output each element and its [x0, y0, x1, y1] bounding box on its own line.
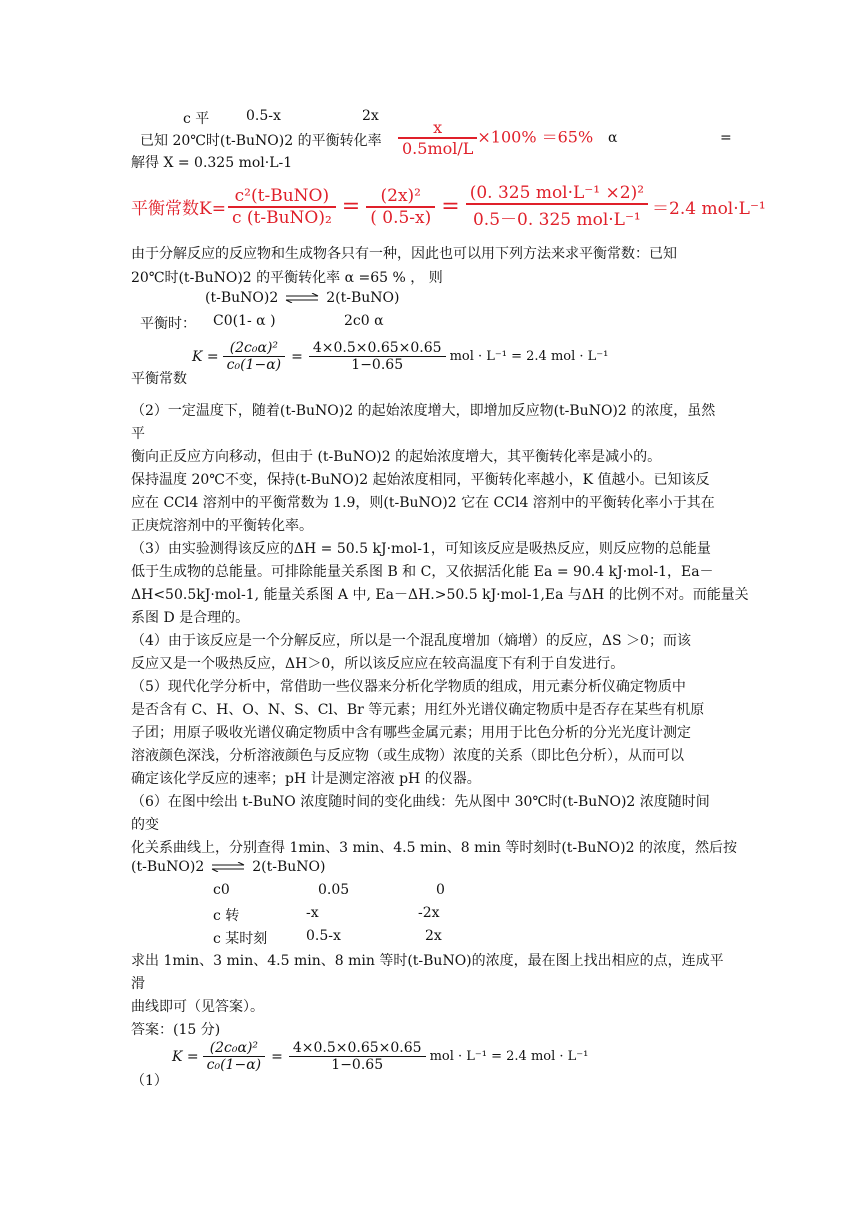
conversion-formula	[398, 118, 593, 158]
p3-line-3: ΔH<50.5kJ·mol-1, 能量关系图 A 中, Ea－ΔH.>50.5 kJ·mol-1,Ea 与ΔH 的比例不对。而能量关	[131, 587, 749, 603]
k-red-eq2: =	[441, 194, 460, 219]
k-formula	[192, 340, 608, 373]
k-red-f2-den: ( 0.5-x)	[366, 206, 435, 228]
p6-line-4: 求出 1min、3 min、4.5 min、8 min 等时(t-BuNO)的浓度，最在图上找出相应的点，连成平	[131, 953, 724, 969]
alt-line-2: 20℃时(t-BuNO)2 的平衡转化率 α =65 % ， 则	[131, 270, 443, 286]
answer-title: 答案：(15 分)	[131, 1022, 221, 1038]
p6-product: 2(t-BuNO)	[252, 859, 326, 875]
p5-line-1: （5）现代化学分析中，常借助一些仪器来分析化学物质的组成，用元素分析仪确定物质中	[131, 679, 686, 695]
p6-row-label: c 某时刻	[213, 931, 268, 947]
p2-line-6: 正庚烷溶剂中的平衡转化率。	[131, 518, 313, 534]
p4-line-1: （4）由于该反应是一个分解反应，所以是一个混乱度增加（熵增）的反应，ΔS ＞0；而该	[131, 633, 691, 649]
k-red-lead: 平衡常数K=	[131, 199, 226, 219]
p2-line-3: 衡向正反应方向移动，但由于 (t-BuNO)2 的起始浓度增大，其平衡转化率是减小的。	[131, 449, 662, 465]
answer-num: (2c₀α)²	[209, 1040, 259, 1056]
k-red-eq1: =	[341, 194, 361, 219]
k-red-f2-num: (2x)²	[380, 185, 421, 206]
equilibrium-row-label: c 平	[183, 111, 210, 127]
k-formula-lhs: K =	[192, 348, 219, 365]
p6-line-3: 化关系曲线上，分别查得 1min、3 min、4.5 min、8 min 等时刻时(t-BuNO)2 的浓度，然后按	[131, 840, 737, 856]
answer-label: （1）	[131, 1073, 168, 1089]
k-red-f1-den: c (t-BuNO)₂	[228, 206, 336, 228]
alt-eq-reactant: C0(1- α )	[213, 313, 276, 329]
conversion-numerator: x	[433, 118, 443, 137]
alt-line-1: 由于分解反应的反应物和生成物各只有一种，因此也可以用下列方法来求平衡常数：已知	[131, 246, 677, 262]
p2-line-4: 保持温度 20℃不变，保持(t-BuNO)2 起始浓度相同，平衡转化率越小，K 值越小。已知该反	[131, 472, 710, 488]
k-red-f1-num: c²(t-BuNO)	[234, 185, 330, 206]
conversion-text: 已知 20℃时(t-BuNO)2 的平衡转化率	[140, 133, 382, 149]
p6-reaction	[131, 859, 325, 875]
answer-lhs: K =	[172, 1048, 199, 1065]
k-red-equation	[131, 183, 766, 230]
equilibrium-row-product: 2x	[362, 108, 379, 124]
equilibrium-arrow-icon	[284, 293, 320, 303]
p5-line-3: 子团；用原子吸收光谱仪确定物质中含有哪些金属元素；用用于比色分析的分光光度计测定	[131, 725, 691, 741]
equilibrium-arrow-icon	[210, 862, 246, 872]
p6-row-product: -2x	[418, 905, 440, 921]
p3-line-4: 系图 D 是合理的。	[131, 610, 250, 626]
p6-row-reactant: -x	[306, 905, 319, 921]
p6-line-5: 滑	[131, 976, 145, 992]
solve-line: 解得 X = 0.325 mol·L-1	[131, 155, 293, 171]
p5-line-4: 溶液颜色深浅，分析溶液颜色与反应物（或生成物）浓度的关系（即比色分析），从而可以	[131, 748, 684, 764]
p6-line-2: 的变	[131, 817, 159, 833]
alpha-symbol: α	[608, 130, 618, 146]
answer-formula	[172, 1040, 588, 1073]
k-formula-num: (2c₀α)²	[229, 340, 279, 356]
p3-line-1: （3）由实验测得该反应的ΔH = 50.5 kJ·mol-1，可知该反应是吸热反应，则反应物的总能量	[131, 541, 711, 557]
p6-line-1: （6）在图中绘出 t-BuNO 浓度随时间的变化曲线：先从图中 30℃时(t-BuNO)2 浓度随时间	[131, 794, 710, 810]
answer-den2: 1−0.65	[289, 1056, 426, 1073]
answer-den: c₀(1−α)	[203, 1056, 265, 1073]
p6-row-reactant: 0.5-x	[306, 928, 341, 944]
p5-line-2: 是否含有 C、H、O、N、S、Cl、Br 等元素；用红外光谱仪确定物质中是否存在某些有机原	[131, 702, 705, 718]
k-red-f3-num: (0. 325 mol·L⁻¹ ×2)²	[469, 183, 645, 203]
equals-sign: =	[720, 130, 732, 146]
p6-row-label: c 转	[213, 908, 240, 924]
alt-eq-product: 2c0 α	[344, 313, 384, 329]
equilibrium-row-reactant: 0.5-x	[246, 108, 281, 124]
p6-reactant: (t-BuNO)2	[131, 859, 205, 875]
alt-reaction	[205, 290, 399, 306]
p2-line-5: 应在 CCl4 溶剂中的平衡常数为 1.9，则(t-BuNO)2 它在 CCl4 溶剂中的平衡转化率小于其在	[131, 495, 715, 511]
p6-row-product: 0	[436, 882, 445, 898]
alt-eq-label: 平衡时：	[140, 316, 196, 332]
k-red-result: ＝2.4 mol·L⁻¹	[652, 199, 766, 219]
p6-row-product: 2x	[425, 928, 442, 944]
answer-eq: =	[271, 1048, 283, 1065]
k-formula-label: 平衡常数	[131, 371, 187, 387]
alt-product: 2(t-BuNO)	[326, 290, 400, 306]
alt-reactant: (t-BuNO)2	[205, 290, 279, 306]
k-red-f3-den: 0.5－0. 325 mol·L⁻¹	[466, 203, 648, 230]
p6-line-6: 曲线即可（见答案）。	[131, 999, 264, 1015]
k-formula-den: c₀(1−α)	[223, 356, 285, 373]
answer-tail: mol · L⁻¹ = 2.4 mol · L⁻¹	[429, 1049, 589, 1064]
k-formula-den2: 1−0.65	[309, 356, 446, 373]
answer-num2: 4×0.5×0.65×0.65	[292, 1040, 422, 1056]
p6-row-reactant: 0.05	[318, 882, 350, 898]
p4-line-2: 反应又是一个吸热反应，ΔH＞0，所以该反应应在较高温度下有利于自发进行。	[131, 656, 625, 672]
k-formula-eq: =	[291, 348, 303, 365]
p3-line-2: 低于生成物的总能量。可排除能量关系图 B 和 C，又依据活化能 Ea = 90.4 kJ·mol-1，Ea－	[131, 564, 714, 580]
p5-line-5: 确定该化学反应的速率；pH 计是测定溶液 pH 的仪器。	[131, 771, 481, 787]
conversion-tail: ×100% ＝65%	[477, 127, 594, 147]
p2-line-1: （2）一定温度下，随着(t-BuNO)2 的起始浓度增大，即增加反应物(t-BuNO)2 的浓度，虽然	[131, 403, 716, 419]
conversion-denominator: 0.5mol/L	[398, 137, 477, 158]
p2-line-2: 平	[131, 426, 145, 442]
k-formula-tail: mol · L⁻¹ = 2.4 mol · L⁻¹	[449, 349, 609, 364]
p6-row-label: c0	[213, 882, 230, 898]
k-formula-num2: 4×0.5×0.65×0.65	[312, 340, 442, 356]
